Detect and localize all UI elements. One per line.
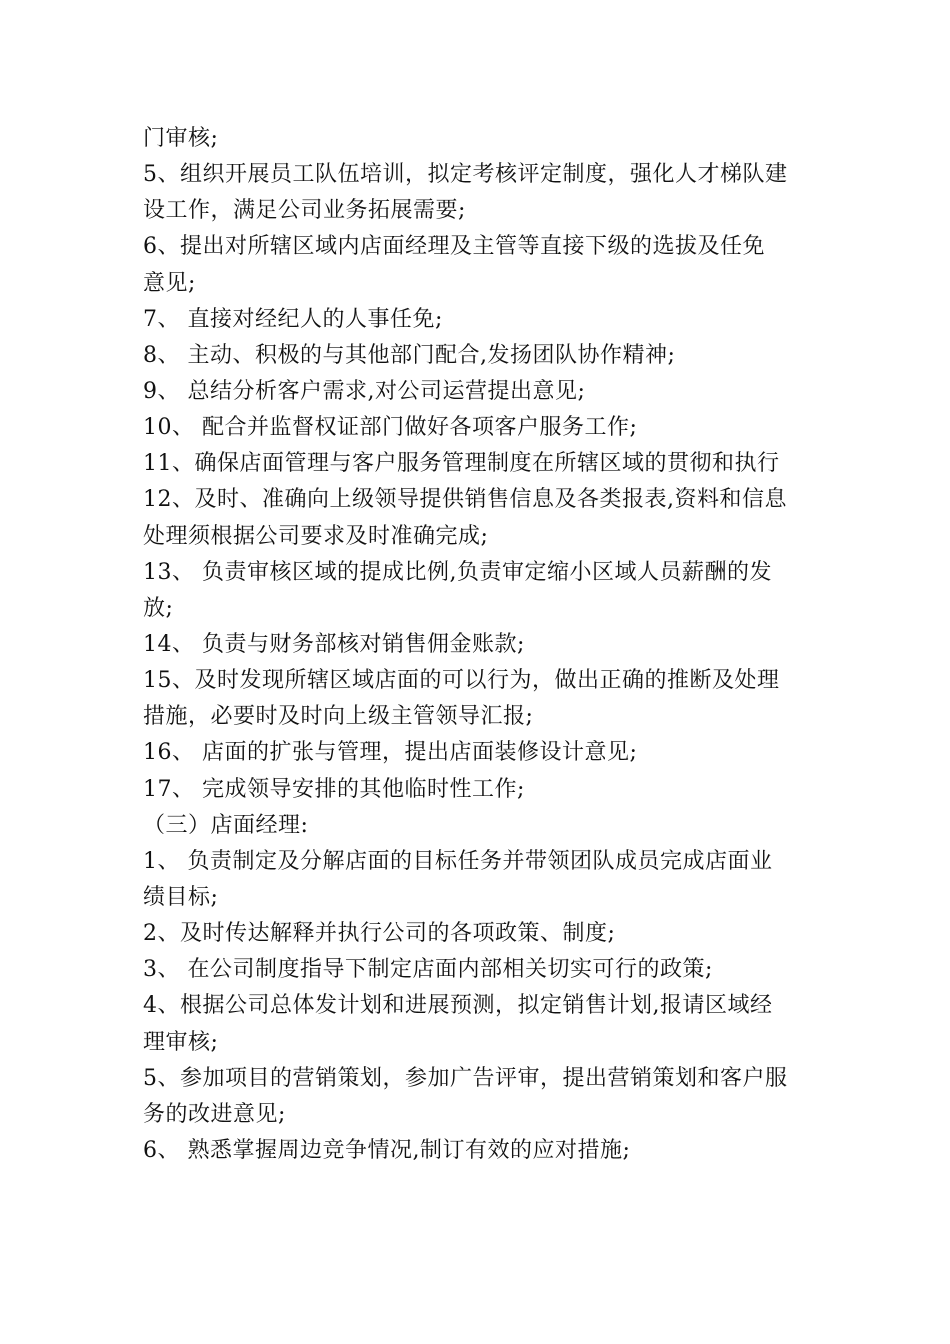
text-line: 13、 负责审核区域的提成比例,负责审定缩小区域人员薪酬的发 [143,559,772,585]
text-line: 2、及时传达解释并执行公司的各项政策、制度; [143,921,616,947]
text-line: 6、提出对所辖区域内店面经理及主管等直接下级的选拔及任免 [143,234,765,260]
text-line: 务的改进意见; [143,1101,286,1127]
text-line: 14、 负责与财务部核对销售佣金账款; [143,631,525,657]
text-line: 11、确保店面管理与客户服务管理制度在所辖区域的贯彻和执行 [143,451,780,477]
text-line: 6、 熟悉掌握周边竞争情况,制订有效的应对措施; [143,1137,631,1163]
section-heading: （三）店面经理: [143,812,309,838]
document-body [143,121,811,1169]
text-line: 15、及时发现所辖区域店面的可以行为，做出正确的推断及处理 [143,668,780,694]
text-line: 12、及时、准确向上级领导提供销售信息及各类报表,资料和信息 [143,487,787,513]
text-line: 3、 在公司制度指导下制定店面内部相关切实可行的政策; [143,957,713,983]
text-line: 1、 负责制定及分解店面的目标任务并带领团队成员完成店面业 [143,848,773,874]
text-line: 处理须根据公司要求及时准确完成; [143,523,489,549]
text-line: 理审核; [143,1029,219,1055]
text-line: 4、根据公司总体发计划和进展预测，拟定销售计划,报请区域经 [143,993,773,1019]
text-line: 9、 总结分析客户需求,对公司运营提出意见; [143,378,586,404]
text-line: 8、 主动、积极的与其他部门配合,发扬团队协作精神; [143,342,676,368]
text-line: 7、 直接对经纪人的人事任免; [143,306,443,332]
text-line: 设工作，满足公司业务拓展需要; [143,198,466,224]
text-line: 5、参加项目的营销策划，参加广告评审，提出营销策划和客户服 [143,1065,788,1091]
text-line: 放; [143,595,174,621]
text-line: 门审核; [143,126,219,151]
text-line: 10、 配合并监督权证部门做好各项客户服务工作; [143,415,638,441]
text-line: 17、 完成领导安排的其他临时性工作; [143,776,525,802]
text-line: 16、 店面的扩张与管理，提出店面装修设计意见; [143,740,638,766]
text-line: 5、组织开展员工队伍培训，拟定考核评定制度，强化人才梯队建 [143,162,788,188]
text-line: 措施，必要时及时向上级主管领导汇报; [143,704,534,730]
text-line: 意见; [143,270,196,296]
text-line: 绩目标; [143,884,219,910]
